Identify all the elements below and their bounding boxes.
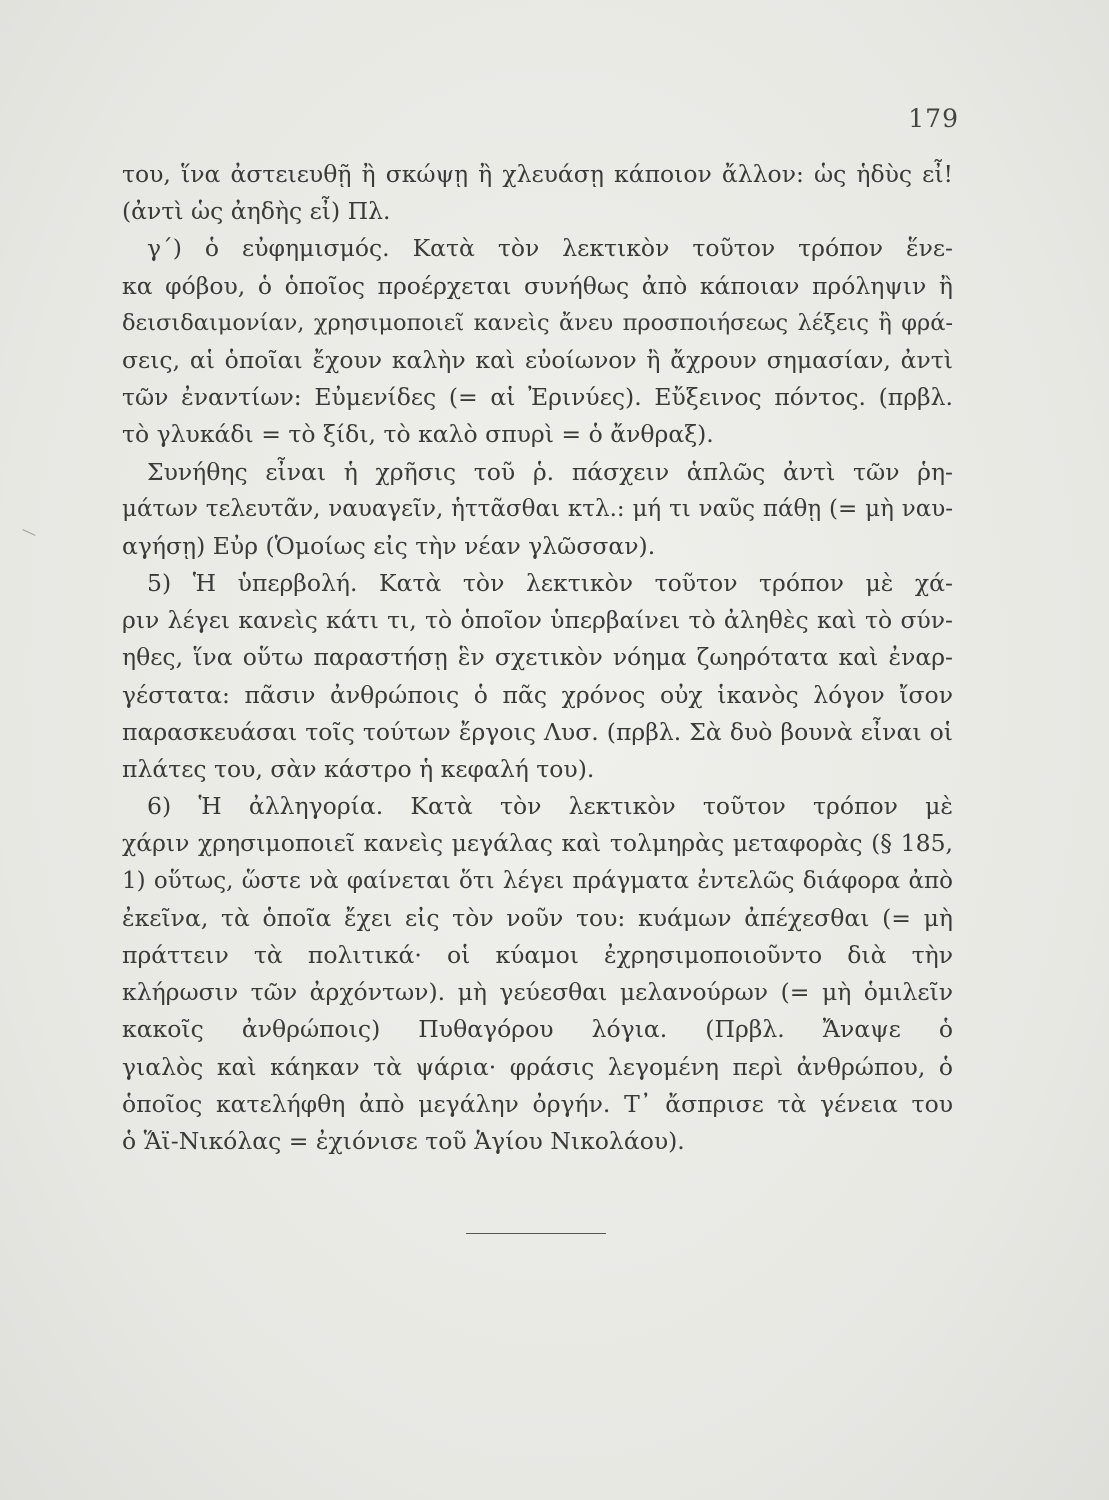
text-line: πράττειν τὰ πολιτικά· οἱ κύαμοι ἐχρησιμοποιοῦντο διὰ τὴν	[122, 940, 953, 969]
margin-mark	[22, 529, 35, 536]
text-line: ηθες, ἵνα οὕτω παραστήσῃ ἓν σχετικὸν νόημα ζωηρότατα καὶ ἐναρ-	[122, 643, 953, 672]
text-line: κακοῖς ἀνθρώποις) Πυθαγόρου λόγια. (Πρβλ. Ἄναψε ὁ	[122, 1015, 953, 1044]
text-line: κα φόβου, ὁ ὁποῖος προέρχεται συνήθως ἀπὸ κάποιαν πρόληψιν ἢ	[122, 271, 953, 300]
text-line: μάτων τελευτᾶν, ναυαγεῖν, ἡττᾶσθαι κτλ.: μή τι ναῦς πάθῃ (= μὴ ναυ-	[122, 495, 953, 522]
text-line: σεις, αἱ ὁποῖαι ἔχουν καλὴν καὶ εὐοίωνον ἢ ἄχρουν σημασίαν, ἀντὶ	[122, 345, 953, 374]
text-line: τὸ γλυκάδι = τὸ ξίδι, τὸ καλὸ σπυρὶ = ὁ ἄνθραξ).	[122, 420, 714, 449]
body-text	[122, 156, 953, 1160]
text-line: τῶν ἐναντίων: Εὐμενίδες (= αἱ Ἐρινύες). Εὔξεινος πόντος. (πρβλ.	[122, 383, 953, 412]
text-line: ὁποῖος κατελήφθη ἀπὸ μεγάλην ὀργήν. Τ᾿ ἄσπρισε τὰ γένεια του	[122, 1089, 953, 1118]
text-line: του, ἵνα ἀστειευθῇ ἢ σκώψῃ ἢ χλευάσῃ κάποιον ἄλλον: ὡς ἡδὺς εἶ!	[122, 160, 953, 188]
page-number: 179	[908, 104, 959, 133]
text-line: δεισιδαιμονίαν, χρησιμοποιεῖ κανεὶς ἄνευ προσποιήσεως λέξεις ἢ φρά-	[122, 309, 953, 336]
text-line: αγήσῃ) Εὐρ (Ὁμοίως εἰς τὴν νέαν γλῶσσαν).	[122, 531, 656, 560]
text-line: ὁ Ἅϊ-Νικόλας = ἐχιόνισε τοῦ Ἁγίου Νικολάου).	[122, 1126, 685, 1155]
text-line: 1) οὕτως, ὥστε νὰ φαίνεται ὅτι λέγει πράγματα ἐντελῶς διάφορα ἀπὸ	[122, 867, 953, 894]
text-line: γέστατα: πᾶσιν ἀνθρώποις ὁ πᾶς χρόνος οὐχ ἱκανὸς λόγον ἴσον	[122, 680, 953, 709]
text-line: 6) Ἡ ἀλληγορία. Κατὰ τὸν λεκτικὸν τοῦτον τρόπον μὲ	[147, 792, 953, 821]
text-line: παρασκευάσαι τοῖς τούτων ἔργοις Λυσ. (πρβλ. Σὰ δυὸ βουνὰ εἶναι οἱ	[122, 717, 953, 746]
text-line: πλάτες του, σὰν κάστρο ἡ κεφαλή του).	[122, 755, 595, 783]
text-line: (ἀντὶ ὡς ἀηδὴς εἶ) Πλ.	[122, 197, 391, 226]
text-line: Συνήθης εἶναι ἡ χρῆσις τοῦ ῥ. πάσχειν ἁπλῶς ἀντὶ τῶν ῥη-	[147, 457, 953, 486]
text-line: 5) Ἡ ὑπερβολή. Κατὰ τὸν λεκτικὸν τοῦτον τρόπον μὲ χά-	[147, 569, 953, 598]
text-line: χάριν χρησιμοποιεῖ κανεὶς μεγάλας καὶ τολμηρὰς μεταφορὰς (§ 185,	[122, 829, 953, 858]
text-line: γιαλὸς καὶ κάηκαν τὰ ψάρια· φράσις λεγομένη περὶ ἀνθρώπου, ὁ	[122, 1052, 953, 1081]
text-line: ἐκεῖνα, τὰ ὁποῖα ἔχει εἰς τὸν νοῦν του: κυάμων ἀπέχεσθαι (= μὴ	[122, 903, 953, 932]
text-line: ριν λέγει κανεὶς κάτι τι, τὸ ὁποῖον ὑπερβαίνει τὸ ἀληθὲς καὶ τὸ σύν-	[122, 606, 953, 635]
text-line: γ΄) ὁ εὐφημισμός. Κατὰ τὸν λεκτικὸν τοῦτον τρόπον ἕνε-	[147, 234, 953, 263]
end-rule	[466, 1233, 606, 1234]
text-line: κλήρωσιν τῶν ἀρχόντων). μὴ γεύεσθαι μελανούρων (= μὴ ὁμιλεῖν	[122, 978, 953, 1007]
